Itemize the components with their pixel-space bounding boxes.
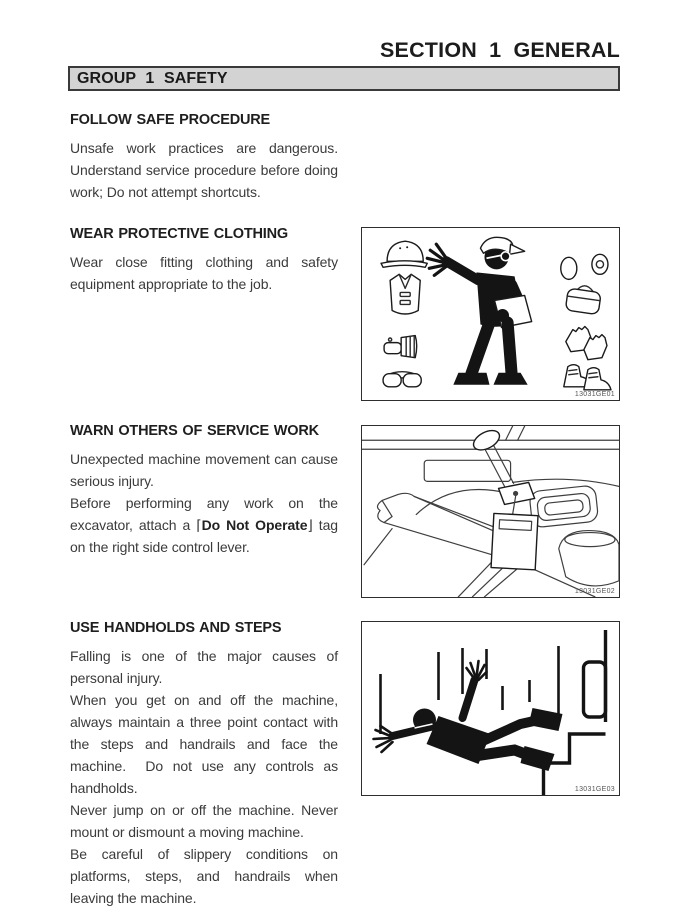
tag-sentence-before: Before performing any work on the excavator, attach a ⌈ <box>70 495 338 533</box>
section-heading: WEAR PROTECTIVE CLOTHING <box>70 226 288 242</box>
worker-goggle <box>501 252 510 261</box>
section-title: SECTION 1 GENERAL <box>380 38 620 62</box>
group-title: GROUP 1 SAFETY <box>77 69 228 87</box>
do-not-operate-tag-label: Do Not Operate <box>201 517 308 533</box>
footwell-bowl <box>559 531 619 586</box>
cab-interior-lines <box>362 426 619 586</box>
figure-protective-clothing <box>361 227 620 401</box>
goggles-icon <box>383 372 421 387</box>
figure-falling-person <box>361 621 620 796</box>
section-use-handholds <box>70 620 338 909</box>
paragraph: Never jump on or off the machine. Never mount or dismount a moving machine. <box>70 802 338 840</box>
paragraph: When you get on and off the machine, always maintain a three point contact with the steps and handrails and face the machine. Do not use any controls as handholds. <box>70 692 338 796</box>
boot-lower <box>521 746 555 771</box>
section-warn-others <box>70 423 338 558</box>
ear-muffs-icon <box>561 240 608 279</box>
section-heading: FOLLOW SAFE PROCEDURE <box>70 112 270 128</box>
figure-code: 13031GE01 <box>574 391 615 398</box>
figure-code: 13031GE02 <box>574 588 615 595</box>
paragraph: Be careful of slippery conditions on platforms, steps, and handrails when leaving the machine. <box>70 846 338 906</box>
group-title-bar <box>68 66 620 91</box>
safety-vest-icon <box>390 274 420 314</box>
figure-code: 13031GE03 <box>574 786 615 793</box>
boots-icon <box>564 365 611 390</box>
falling-person-illustration <box>362 622 619 795</box>
hard-hat-icon <box>381 241 427 267</box>
section-heading: WARN OTHERS OF SERVICE WORK <box>70 423 319 439</box>
bag-icon <box>565 284 602 315</box>
control-lever-tag-illustration <box>362 426 619 597</box>
paragraph-with-tag <box>70 492 338 558</box>
section-heading: USE HANDHOLDS AND STEPS <box>70 620 282 636</box>
worker-silhouette <box>427 237 531 384</box>
falling-person-silhouette <box>374 661 563 771</box>
paragraph: Unsafe work practices are dangerous. Understand service procedure before doing work; Do not attempt shortcuts. <box>70 140 338 200</box>
do-not-operate-tag <box>491 513 538 569</box>
figure-do-not-operate-tag <box>361 425 620 598</box>
paragraph: Falling is one of the major causes of personal injury. <box>70 648 338 686</box>
gloves-icon <box>566 327 607 360</box>
tag-sentence-after: ⌋ tag on the right side control lever. <box>70 517 338 555</box>
section-follow-safe-procedure <box>70 112 338 203</box>
protective-clothing-illustration <box>362 228 619 400</box>
paragraph: Unexpected machine movement can cause serious injury. <box>70 451 338 489</box>
section-wear-protective-clothing <box>70 226 338 295</box>
flashlight-icon <box>384 336 417 358</box>
paragraph: Wear close fitting clothing and safety equipment appropriate to the job. <box>70 254 338 292</box>
